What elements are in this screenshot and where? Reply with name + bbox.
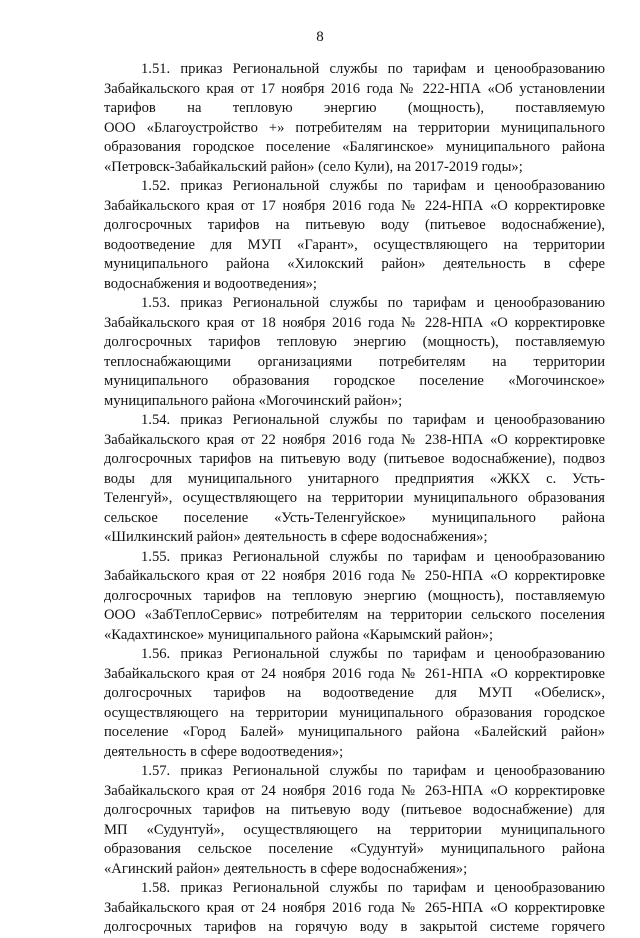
text-line: 1.52. приказ Региональной службы по тарифам и ценообразованию bbox=[141, 178, 605, 194]
text-line: долгосрочных тарифов на горячую воду в закрытой системе горячего bbox=[104, 919, 605, 935]
text-line: Забайкальского края от 24 ноября 2016 года № 263-НПА «О корректировке bbox=[104, 782, 605, 799]
scan-speck bbox=[378, 858, 380, 860]
page-number: 8 bbox=[316, 29, 324, 45]
text-line: Забайкальского края от 18 ноября 2016 года № 228-НПА «О корректировке bbox=[104, 314, 605, 331]
text-line: ООО «ЗабТеплоСервис» потребителям на территории сельского поселения bbox=[104, 607, 605, 623]
text-line: Забайкальского края от 22 ноября 2016 года № 238-НПА «О корректировке bbox=[104, 431, 605, 448]
list-item bbox=[104, 294, 605, 411]
list-item bbox=[104, 411, 605, 548]
document-body bbox=[104, 60, 605, 938]
text-line: 1.55. приказ Региональной службы по тарифам и ценообразованию bbox=[141, 548, 605, 565]
list-item bbox=[104, 645, 605, 762]
text-line: Забайкальского края от 22 ноября 2016 года № 250-НПА «О корректировке bbox=[104, 568, 605, 584]
text-line: «Кадахтинское» муниципального района «Карымский район»; bbox=[104, 626, 494, 643]
text-line: «Шилкинский район» деятельность в сфере водоснабжения»; bbox=[104, 529, 488, 545]
list-item bbox=[104, 60, 605, 177]
text-line: Забайкальского края от 17 ноября 2016 года № 222-НПА «Об установлении bbox=[104, 80, 605, 97]
text-line: теплоснабжающими организациями потребителям на территории bbox=[104, 353, 605, 370]
text-line: «Агинский район» деятельность в сфере водоснабжения»; bbox=[104, 860, 468, 877]
text-line: воды для муниципального унитарного предприятия «ЖКХ с. Усть- bbox=[104, 470, 605, 487]
text-line: «Петровск-Забайкальский район» (село Кули), на 2017-2019 годы»; bbox=[104, 158, 523, 175]
text-line: образования сельское поселение «Судунтуй» муниципального района bbox=[104, 841, 605, 857]
text-line: сельское поселение «Усть-Теленгуйское» муниципального района bbox=[104, 509, 605, 526]
text-line: долгосрочных тарифов на питьевую воду (питьевое водоснабжение) для bbox=[104, 802, 605, 818]
text-line: осуществляющего на территории муниципального образования городское bbox=[104, 704, 605, 721]
text-line: 1.53. приказ Региональной службы по тарифам и ценообразованию bbox=[141, 295, 605, 311]
list-item bbox=[104, 548, 605, 646]
text-line: водоотведение для МУП «Гарант», осуществляющего на территории bbox=[104, 236, 605, 253]
text-line: 1.58. приказ Региональной службы по тарифам и ценообразованию bbox=[141, 880, 605, 896]
list-item bbox=[104, 762, 605, 879]
text-line: Теленгуй», осуществляющего на территории муниципального образования bbox=[104, 490, 605, 506]
text-line: 1.57. приказ Региональной службы по тарифам и ценообразованию bbox=[141, 763, 605, 779]
text-line: 1.54. приказ Региональной службы по тарифам и ценообразованию bbox=[141, 412, 605, 428]
text-line: поселение «Город Балей» муниципального района «Балейский район» bbox=[104, 724, 605, 740]
text-line: долгосрочных тарифов на водоотведение для МУП «Обелиск», bbox=[104, 685, 605, 701]
list-item bbox=[104, 177, 605, 294]
text-line: муниципального образования городское поселение «Могочинское» bbox=[104, 373, 605, 389]
text-line: Забайкальского края от 24 ноября 2016 года № 261-НПА «О корректировке bbox=[104, 665, 605, 682]
text-line: МП «Судунтуй», осуществляющего на территории муниципального bbox=[104, 821, 605, 838]
text-line: 1.51. приказ Региональной службы по тарифам и ценообразованию bbox=[141, 61, 605, 77]
text-line: Забайкальского края от 17 ноября 2016 года № 224-НПА «О корректировке bbox=[104, 197, 605, 214]
text-line: долгосрочных тарифов тепловую энергию (мощность), поставляемую bbox=[104, 334, 605, 350]
text-line: Забайкальского края от 24 ноября 2016 года № 265-НПА «О корректировке bbox=[104, 899, 605, 916]
text-line: ООО «Благоустройство +» потребителям на территории муниципального bbox=[104, 119, 605, 136]
text-line: образования городское поселение «Балягинское» муниципального района bbox=[104, 139, 605, 155]
text-line: муниципального района «Хилокский район» деятельность в сфере bbox=[104, 256, 605, 272]
text-line: долгосрочных тарифов на питьевую воду (питьевое водоснабжение), bbox=[104, 217, 605, 233]
text-line: деятельность в сфере водоотведения»; bbox=[104, 743, 344, 760]
text-line: долгосрочных тарифов на тепловую энергию (мощность), поставляемую bbox=[104, 587, 605, 604]
text-line: водоснабжения и водоотведения»; bbox=[104, 275, 317, 292]
text-line: 1.56. приказ Региональной службы по тарифам и ценообразованию bbox=[141, 646, 605, 662]
text-line: тарифов на тепловую энергию (мощность), поставляемую bbox=[104, 100, 605, 116]
text-line: долгосрочных тарифов на питьевую воду (питьевое водоснабжение), подвоз bbox=[104, 451, 605, 467]
text-line: муниципального района «Могочинский район»; bbox=[104, 392, 403, 409]
list-item bbox=[104, 879, 605, 938]
